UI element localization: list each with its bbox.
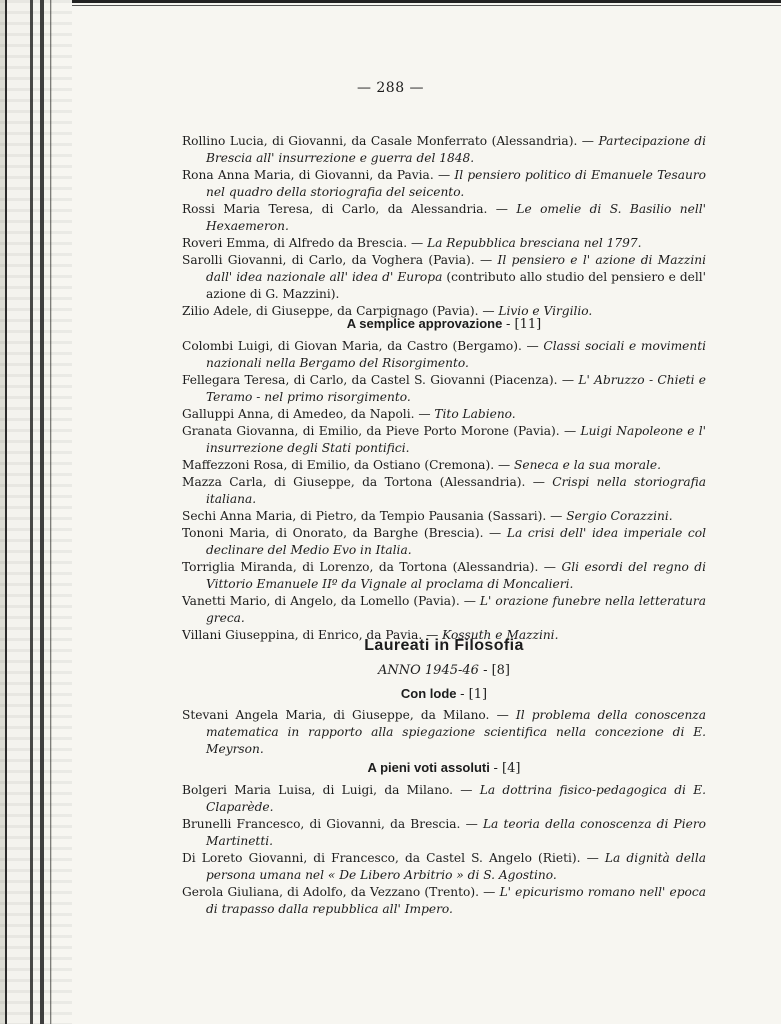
year-count: - [8] xyxy=(483,663,511,678)
entry-author: Brunelli Francesco, di Giovanni, da Brescia. — xyxy=(182,817,478,831)
entry-thesis-title: Crispi nella storiografia italiana. xyxy=(206,475,707,506)
entry-thesis-title: L' Abruzzo - Chieti e Teramo - nel primo risorgimento. xyxy=(206,373,707,404)
entry-list xyxy=(182,338,706,644)
entry-thesis-title: L' epicurismo romano nell' epoca di trapasso dalla repubblica all' Impero. xyxy=(206,885,706,916)
entry-thesis-title: Partecipazione di Brescia all' insurrezione e guerra del 1848. xyxy=(206,134,707,165)
list-item xyxy=(182,167,706,201)
entry-thesis-title: La dignità della persona umana nel « De Libero Arbitrio » di S. Agostino. xyxy=(206,851,706,882)
list-item xyxy=(182,457,706,474)
entry-thesis-title: La crisi dell' idea imperiale col declinare del Medio Evo in Italia. xyxy=(206,526,706,557)
subheading-label: A pieni voti assoluti xyxy=(367,760,490,775)
entry-thesis-title: Le omelie di S. Basilio nell' Hexaemeron. xyxy=(206,202,706,233)
list-item xyxy=(182,782,706,816)
entry-author: Torriglia Miranda, di Lorenzo, da Tortona (Alessandria). — xyxy=(182,560,556,574)
subheading-pieni-voti xyxy=(182,760,706,776)
entry-author: Colombi Luigi, di Giovan Maria, da Castro (Bergamo). — xyxy=(182,339,539,353)
entry-note: (contributo allo studio del pensiero e dell' azione di G. Mazzini). xyxy=(206,270,707,301)
list-item xyxy=(182,338,706,372)
entry-thesis-title: Sergio Corazzini. xyxy=(566,509,673,523)
entry-list xyxy=(182,707,706,758)
subheading-count: - [11] xyxy=(505,317,542,332)
list-item xyxy=(182,235,706,252)
entry-author: Sechi Anna Maria, di Pietro, da Tempio Pausania (Sassari). — xyxy=(182,509,563,523)
entry-author: Villani Giuseppina, di Enrico, da Pavia. — xyxy=(182,628,439,642)
entry-author: Galluppi Anna, di Amedeo, da Napoli. — xyxy=(182,407,431,421)
entry-list xyxy=(182,782,706,918)
entry-thesis-title: Il pensiero e l' azione di Mazzini dall' idea nazionale all' idea d' Europa xyxy=(206,253,706,284)
subheading-label: Con lode xyxy=(400,686,457,701)
section-title: Laureati in Filosofia xyxy=(364,637,524,654)
entry-author: Fellegara Teresa, di Carlo, da Castel S. Giovanni (Piacenza). — xyxy=(182,373,575,387)
entry-thesis-title: Luigi Napoleone e l' insurrezione degli Stati pontifici. xyxy=(206,424,707,455)
entry-author: Bolgeri Maria Luisa, di Luigi, da Milano. — xyxy=(182,783,473,797)
list-item xyxy=(182,201,706,235)
entry-thesis-title: Il pensiero politico di Emanuele Tesauro nel quadro della storiografia del seicento. xyxy=(206,168,706,199)
entry-thesis-title: La dottrina fisico-pedagogica di E. Claparède. xyxy=(206,783,706,814)
entry-thesis-title: Kossuth e Mazzini. xyxy=(442,628,559,642)
list-item xyxy=(182,593,706,627)
entry-thesis-title: Seneca e la sua morale. xyxy=(514,458,661,472)
entry-author: Granata Giovanna, di Emilio, da Pieve Porto Morone (Pavia). — xyxy=(182,424,577,438)
list-item xyxy=(182,372,706,406)
year-label: ANNO 1945-46 xyxy=(377,663,479,678)
entry-author: Sarolli Giovanni, di Carlo, da Voghera (Pavia). — xyxy=(182,253,493,267)
entry-author: Tononi Maria, di Onorato, da Barghe (Brescia). — xyxy=(182,526,502,540)
list-item xyxy=(182,508,706,525)
list-item xyxy=(182,816,706,850)
list-item xyxy=(182,559,706,593)
entry-list xyxy=(182,133,706,320)
subheading-count: - [4] xyxy=(493,761,521,776)
entry-thesis-title: Gli esordi del regno di Vittorio Emanuele IIº da Vignale al proclama di Moncalieri. xyxy=(206,560,706,591)
page-number: — 288 — xyxy=(356,80,425,96)
subheading-semplice-approvazione xyxy=(182,316,706,332)
entry-author: Zilio Adele, di Giuseppe, da Carpignago (Pavia). — xyxy=(182,304,495,318)
entry-author: Rollino Lucia, di Giovanni, da Casale Monferrato (Alessandria). — xyxy=(182,134,594,148)
entry-thesis-title: Classi sociali e movimenti nazionali nella Bergamo del Risorgimento. xyxy=(206,339,707,370)
list-item xyxy=(182,884,706,918)
entry-author: Stevani Angela Maria, di Giuseppe, da Milano. — xyxy=(182,708,509,722)
entry-author: Di Loreto Giovanni, di Francesco, da Castel S. Angelo (Rieti). — xyxy=(182,851,599,865)
entry-author: Roveri Emma, di Alfredo da Brescia. — xyxy=(182,236,424,250)
entry-author: Maffezzoni Rosa, di Emilio, da Ostiano (Cremona). — xyxy=(182,458,511,472)
list-item xyxy=(182,406,706,423)
entry-author: Gerola Giuliana, di Adolfo, da Vezzano (Trento). — xyxy=(182,885,496,899)
entry-thesis-title: La Repubblica bresciana nel 1797. xyxy=(427,236,642,250)
subheading-count: - [1] xyxy=(460,687,488,702)
list-item xyxy=(182,133,706,167)
scan-top-border xyxy=(0,0,781,8)
entry-thesis-title: Livio e Virgilio. xyxy=(498,304,593,318)
entry-author: Vanetti Mario, di Angelo, da Lomello (Pavia). — xyxy=(182,594,476,608)
list-item xyxy=(182,252,706,303)
year-line xyxy=(182,663,706,678)
list-item xyxy=(182,423,706,457)
entry-author: Rossi Maria Teresa, di Carlo, da Alessandria. — xyxy=(182,202,508,216)
entry-thesis-title: L' orazione funebre nella letteratura greca. xyxy=(206,594,706,625)
entry-thesis-title: La teoria della conoscenza di Piero Martinetti. xyxy=(206,817,706,848)
book-spine-shadow xyxy=(0,0,72,1024)
entry-thesis-title: Il problema della conoscenza matematica in rapporto alla spiegazione scientifica nella concezione di E. Meyrson. xyxy=(206,708,706,756)
list-item xyxy=(182,525,706,559)
entry-thesis-title: Tito Labieno. xyxy=(434,407,516,421)
list-item xyxy=(182,850,706,884)
subheading-label: A semplice approvazione xyxy=(346,316,503,331)
entry-author: Rona Anna Maria, di Giovanni, da Pavia. — xyxy=(182,168,451,182)
entry-author: Mazza Carla, di Giuseppe, da Tortona (Alessandria). — xyxy=(182,475,545,489)
list-item xyxy=(182,707,706,758)
list-item xyxy=(182,474,706,508)
subheading-con-lode xyxy=(182,686,706,702)
